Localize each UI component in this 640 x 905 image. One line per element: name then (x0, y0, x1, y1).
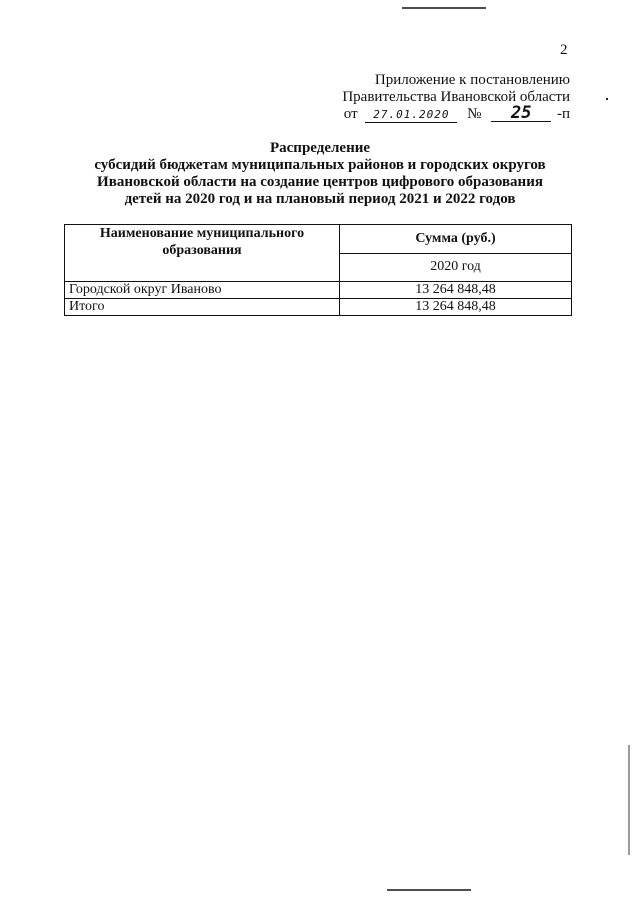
handwritten-date: 27.01.2020 (365, 108, 457, 123)
scan-artifact-top (402, 7, 486, 9)
appendix-line-2: Правительства Ивановской области (342, 89, 570, 105)
handwritten-number: 25 (491, 106, 551, 122)
table-row-total (65, 299, 572, 316)
resolution-reference-line (342, 103, 570, 123)
header-year: 2020 год (340, 253, 572, 282)
row-amount: 13 264 848,48 (340, 282, 572, 299)
header-sum: Сумма (руб.) (340, 225, 572, 254)
appendix-reference (342, 72, 570, 123)
header-municipality: Наименование муниципального образования (65, 225, 340, 282)
title-line-2: субсидий бюджетам муниципальных районов и городских округов (94, 157, 546, 173)
scan-artifact-dot (606, 98, 608, 100)
from-label: от (343, 106, 358, 122)
title-line-4: детей на 2020 год и на плановый период 2021 и 2022 годов (124, 191, 516, 207)
table-header-row (65, 225, 572, 254)
number-sign: № (467, 106, 482, 122)
page-number: 2 (560, 42, 568, 58)
scan-artifact-bottom (387, 889, 471, 891)
row-municipality-name: Городской округ Иваново (65, 282, 340, 299)
table-row (65, 282, 572, 299)
appendix-line-1: Приложение к постановлению (374, 72, 570, 88)
number-suffix: -п (556, 106, 570, 122)
subsidy-table (64, 224, 572, 316)
title-line-3: Ивановской области на создание центров цифрового образования (97, 174, 543, 190)
scan-artifact-side (628, 745, 630, 855)
document-title (60, 140, 580, 208)
total-label: Итого (65, 299, 340, 316)
title-line-1: Распределение (269, 140, 371, 156)
total-amount: 13 264 848,48 (340, 299, 572, 316)
